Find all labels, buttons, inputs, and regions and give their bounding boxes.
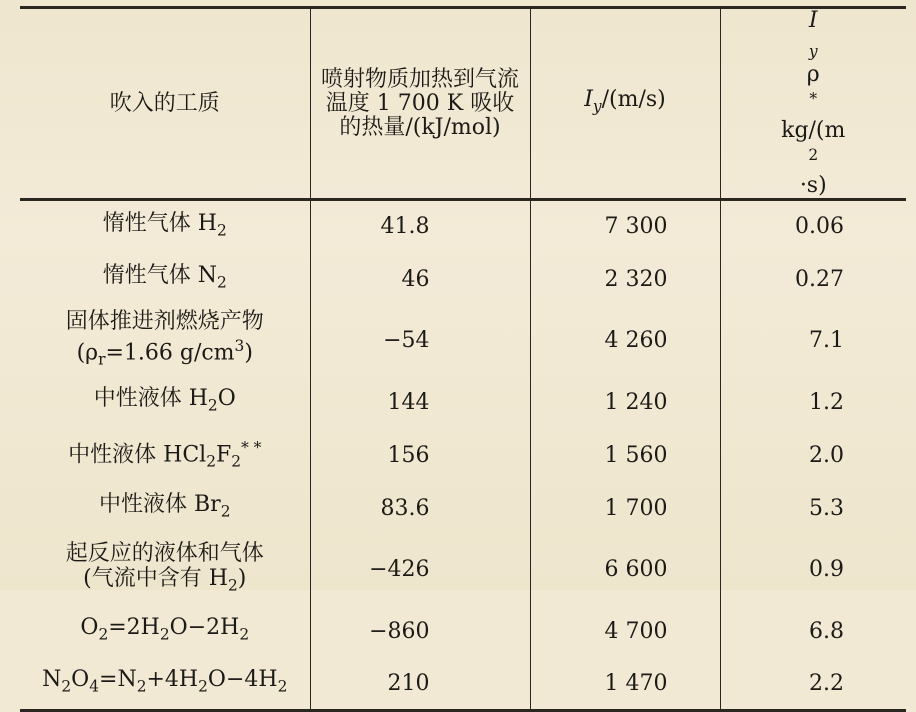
iyrho-value: 0.27: [795, 266, 844, 292]
iyrho-value: 1.2: [809, 389, 844, 415]
data-table: [20, 6, 906, 712]
header-working-medium: 吹入的工质: [20, 8, 310, 200]
header-specific-impulse: $I_y/(m/s)$: [530, 8, 720, 200]
row-label: 惰性气体 $N_2$: [20, 253, 310, 306]
iy-value: 1 560: [530, 429, 720, 482]
heat-value: 41.8: [310, 200, 530, 253]
heat-value: −426: [310, 535, 530, 605]
heat-value: 210: [310, 658, 530, 711]
header-iy-rho: I $_y$ ρ * kg/(m $^2$ ·s): [720, 8, 906, 200]
heat-value: −860: [310, 605, 530, 658]
row-label: 惰性气体 $H_2$: [20, 200, 310, 253]
iy-value: 4 260: [530, 306, 720, 376]
row-label: $N_2O_4=N_2+4H_2O-4H_2$: [20, 658, 310, 711]
table-row: [20, 306, 906, 376]
table-row: [20, 605, 906, 658]
table-row: [20, 200, 906, 253]
iyrho-value: 0.9: [809, 557, 844, 583]
row-label: 起反应的液体和气体 (气流中含有 $H_2$): [20, 535, 310, 605]
iyrho-value: 2.2: [720, 658, 906, 711]
iy-value: 4 700: [530, 605, 720, 658]
table-row: [20, 253, 906, 306]
heat-value: 83.6: [310, 482, 530, 535]
header-row: [20, 8, 906, 200]
iyrho-value: 6.8: [809, 618, 844, 644]
row-label: 中性液体 $H_2O$: [20, 376, 310, 429]
table-row: [20, 429, 906, 482]
heat-value: 156: [310, 429, 530, 482]
iy-value: 1 470: [530, 658, 720, 711]
iyrho-value: 7.1: [809, 328, 844, 354]
row-label: 中性液体 $Br_2$: [20, 482, 310, 535]
table-row: [20, 658, 906, 711]
iyrho-value: 2.0: [809, 442, 844, 468]
iy-value: 7 300: [530, 200, 720, 253]
header-heat-absorbed: 喷射物质加热到气流 温度 1 700 K 吸收 的热量/(kJ/mol): [310, 8, 530, 200]
heat-value: 46: [310, 253, 530, 306]
row-label: $O_2=2H_2O-2H_2$: [20, 605, 310, 658]
row-label: 中性液体 $HCl_2F_2^{* *}$: [20, 429, 310, 482]
iy-value: 1 700: [530, 482, 720, 535]
iyrho-value: 0.06: [795, 214, 844, 240]
table-row: [20, 376, 906, 429]
iy-value: 2 320: [530, 253, 720, 306]
iyrho-value: 5.3: [809, 495, 844, 521]
iy-value: 6 600: [530, 535, 720, 605]
heat-value: −54: [310, 306, 530, 376]
table-row: [20, 535, 906, 605]
heat-value: 144: [310, 376, 530, 429]
row-label: 固体推进剂燃烧产物 ($\rho_r=1.66$ $g/cm^3$): [20, 306, 310, 376]
table-row: [20, 482, 906, 535]
iy-value: 1 240: [530, 376, 720, 429]
